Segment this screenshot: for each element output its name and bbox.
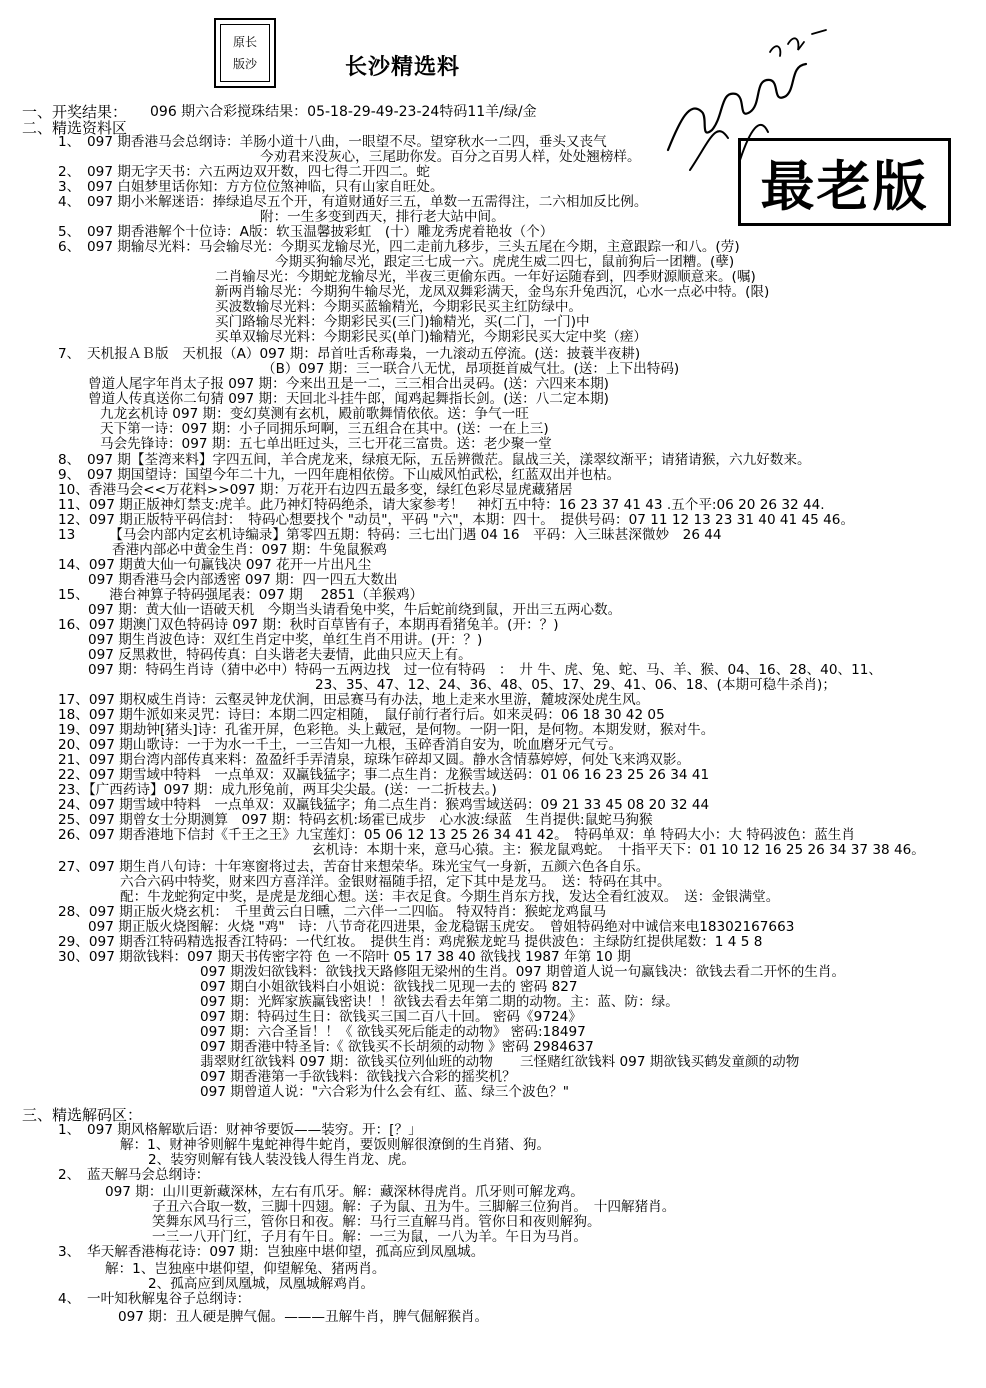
text-line: 097 期：六合圣旨！！《 欲钱买死后能走的动物》 密码:18497	[200, 1024, 586, 1040]
text-line: 097 期香港马会内部透密 097 期：四一四五大数出	[88, 572, 398, 588]
text-line: 六合六码中特奖，财来四方喜洋洋。金银财福随手招，定下其中是龙马。 送：特码在其中。	[120, 874, 671, 890]
text-line: 26、097 期香港地下信封《千王之王》九宝莲灯：05 06 12 13 25 26 34 41 42。 特码单双：单 特码大小：大 特码波色：蓝生肖	[58, 827, 855, 843]
text-line: 解：1、岂独座中堪仰望，仰望解兔、猪两肖。	[105, 1261, 386, 1277]
text-line: 30、097 期欲钱料：097 期天书传密字符 色 一不陪叶 05 17 38 40 欲钱找 1987 年第 10 期	[58, 949, 631, 965]
text-line: 7、 天机报ＡＢ版 天机报（A）097 期：昂首吐舌称毒枭，一九滚动五停流。(送：披蓑半夜耕)	[58, 346, 641, 362]
text-line: 097 期香港中特圣旨:《 欲钱买不长胡须的动物 》密码 2984637	[200, 1039, 594, 1055]
text-line: 新两肖输尽光：今期狗牛输尽光，龙凤双舞彩满天，金鸟东升兔西沉，心水一点必中特。(限)	[215, 284, 770, 300]
text-line: 10、香港马会<<万花料>>097 期：万花开右边四五最多变，绿红色彩尽显虎藏猪居	[58, 482, 573, 498]
text-line: 翡翠财红欲钱料 097 期：欲钱买位列仙班的动物 三怪赌红欲钱料 097 期欲钱买鹤发童颜的动物	[200, 1054, 800, 1070]
text-line: 097 期曾道人说："六合彩为什么会有红、蓝、绿三个波色？"	[200, 1084, 570, 1100]
text-line: 玄机诗：本期十来，意马心猿。主：猴龙鼠鸡蛇。 十指平天下：01 10 12 16 25 26 34 37 38 46。	[312, 842, 925, 858]
text-line: 097 期香港第一手欲钱料：欲钱找六合彩的摇奖机？	[200, 1069, 516, 1085]
page-title: 长沙精选料	[345, 55, 461, 80]
text-line: 1、 097 期香港马会总纲诗：羊肠小道十八曲，一眼望不尽。望穿秋水一二四，垂头又丧气	[58, 134, 607, 150]
text-line: 9、 097 期国望诗：国望今年二十九，一四年鹿相依傍。下山威风怕武松，红蓝双出并也枯。	[58, 467, 621, 483]
text-line: 马会先锋诗：097 期：五七单出旺过头，三七开花三富贵。送：老少聚一堂	[100, 436, 552, 452]
text-line: 2、 蓝天解马会总纲诗：	[58, 1167, 210, 1183]
text-line: 097 期：光辉家族赢钱密诀！！欲钱去看去年第二期的动物。主：蓝、防：绿。	[200, 994, 679, 1010]
text-line: 11、097 期正版神灯禁支:虎羊。此乃神灯特码绝杀，请大家参考！ 神灯五中特：16 23 37 41 43 .五个平:06 20 26 32 44.	[58, 497, 825, 513]
stamp-line1: 原长	[232, 35, 257, 49]
text-line: 19、097 期劫钟[猪头]诗：孔雀开屏，色彩艳。头上戴冠，是何物。一阴一阳，是何物。本期发财，猴对牛。	[58, 722, 715, 738]
text-line: 2、装穷则解有钱人装没钱人得生肖龙、虎。	[148, 1152, 415, 1168]
text-line: 4、 097 期小米解迷语：捧绿追尽五个开，有道财通好三五，单数一五需得注，二六相加反比例。	[58, 194, 648, 210]
text-line: 5、 097 期香港解个十位诗：A版：软玉温馨披彩虹 (十）雕龙秀虎着艳妆（个）	[58, 224, 554, 240]
text-line: 24、097 期雪域中特料 一点单双：双赢钱猛字；角二点生肖：猴鸡雪域送码：09 21 33 45 08 20 32 44	[58, 797, 710, 813]
text-line: （B）097 期：三一联合八无忧，昂项挺首威气壮。(送：上下出特码)	[262, 361, 680, 377]
text-line: 14、097 期黄大仙一句赢钱决 097 花开一片出凡尘	[58, 557, 372, 573]
text-line: 曾道人传真送你二句猜 097 期：天回北斗挂牛郎，闻鸡起舞指长剑。(送：八二定本期)	[88, 391, 609, 407]
text-line: 17、097 期权威生肖诗：云壑灵钟龙伏涧，田忌赛马有办法，地上走来水里游，麓坡深处虎生风。	[58, 692, 650, 708]
text-line: 配：牛龙蛇狗定中奖，是虎是龙细心想。送：丰衣足食。今期生肖东方找，发达全看红波双。 送：金银满堂。	[120, 889, 780, 905]
text-line: 子丑六合取一数，三脚十四翅。解：子为鼠、丑为牛。三脚解三位狗肖。 十四解猪肖。	[152, 1199, 676, 1215]
text-line: 3、 华天解香港梅花诗：097 期：岂独座中堪仰望，孤高应到凤凰城。	[58, 1244, 485, 1260]
section-heading-decode: 三、精选解码区：	[22, 1106, 143, 1124]
text-line: 4、 一叶知秋解鬼谷子总纲诗：	[58, 1291, 251, 1307]
text-line: 8、 097 期【荃湾来料】字四五间，羊合虎龙来，绿痕无际，五岳辨微茫。鼠战三关，漾翠纹渐平；请猪请猴，六九好数来。	[58, 452, 811, 468]
text-line: 23、35、47、12、24、36、48、05、17、29、41、06、18、(本期可稳牛杀肖)；	[315, 677, 836, 693]
text-line: 27、097 期生肖八句诗：十年寒窗将过去，苦奋甘来想荣华。珠光宝气一身新，五颜六色各自乐。	[58, 859, 650, 875]
text-line: 天下第一诗：097 期：小子同拥乐珂啊，三五组合在其中。(送：一在上三)	[100, 421, 549, 437]
text-line: 2、 097 期无字天书：六五两边双开数，四七得二开四二。蛇	[58, 164, 430, 180]
text-line: 九龙玄机诗 097 期：变幻莫测有玄机，殿前歌舞情依依。送：争气一旺	[100, 406, 529, 422]
stamp-line2: 版沙	[232, 57, 257, 71]
text-line: 097 期正版火烧图解：火烧 "鸡" 诗：八节奇花四进果，金龙稳锯玉虎安。 曾姐特码绝对中诚信来电18302167663	[88, 919, 795, 935]
text-line: 16、097 期澳门双色特码诗 097 期：秋时百草皆有子，本期再看猪兔羊。(开：？)	[58, 617, 559, 633]
text-line: 买门路输尽光料：今期彩民买(三门)输精光，买(二门，一门)中	[215, 314, 590, 330]
text-line: 笑舞东风马行三，管你日和夜。解：马行三直解马肖。管你日和夜则解狗。	[152, 1214, 601, 1230]
text-line: 22、097 期雪域中特料 一点单双：双赢钱猛字；事二点生肖：龙猴雪域送码：01 06 16 23 25 26 34 41	[58, 767, 710, 783]
text-line: 香港内部必中黄金生肖：097 期：牛兔鼠猴鸡	[112, 542, 387, 558]
text-line: 097 反黑救世，特码传真：白头谐老夫妻情，此曲只应天上有。	[88, 647, 472, 663]
result-line: 096 期六合彩搅珠结果：05-18-29-49-23-24特码11羊/绿/金	[150, 104, 537, 120]
text-line: 097 期：特码过生日：欲钱买三国二百八十回。 密码《9724》	[200, 1009, 582, 1025]
text-line: 18、097 期牛派如来灵咒：诗曰：本期二四定相随， 鼠仔前行者行后。如来灵码：06 18 30 42 05	[58, 707, 665, 723]
text-line: 097 期生肖波色诗：双红生肖定中奖，单红生肖不用讲。(开：？)	[88, 632, 483, 648]
text-line: 今期买狗输尽光，跟定三七成一六。虎虎生威二四七，鼠前狗后一团糟。(孽)	[275, 254, 735, 270]
text-line: 21、097 期台湾内部传真来料：盈盈纤手弄清泉，琼珠乍碎却又圆。静水含情慕婷婷，何处飞来鸿双影。	[58, 752, 691, 768]
text-line: 097 期白小姐欲钱料白小姐说：欲钱找二见现一去的 密码 827	[200, 979, 578, 995]
text-line: 15、 港台神算子特码强尾表：097 期 2851（羊猴鸡）	[58, 587, 424, 603]
text-line: 097 期泼妇欲钱料：欲钱找天路修阻无梁州的生肖。097 期曾道人说一句赢钱决：欲钱去看二开怀的生肖。	[200, 964, 846, 980]
text-line: 附：一生多变到西天，排行老大站中间。	[260, 209, 505, 225]
text-line: 28、097 期正版火烧玄机： 千里黄云白日曛，二六伴一二四临。 特双特肖：猴蛇龙鸡鼠马	[58, 904, 607, 920]
text-line: 曾道人尾字年肖太子报 097 期：今来出丑是一二，三三相合出灵码。(送：六四来本期)	[88, 376, 609, 392]
badge-oldest-edition: 最老版	[738, 138, 951, 226]
text-line: 一三一八开门红，子月有午日。解：一三为鼠，一八为羊。午日为马肖。	[152, 1229, 587, 1245]
seal-stamp	[214, 18, 276, 88]
text-line: 3、 097 白姐梦里话你知：方方位位煞神临，只有山家自旺处。	[58, 179, 444, 195]
text-line: 097 期：黄大仙一语破天机 今期当头请看兔中奖，牛后蛇前绕到鼠，开出三五两心数。	[88, 602, 622, 618]
text-line: 20、097 期山歌诗：一于为水一千土，一三告知一九根，玉碎香消自安为，吮血磨牙元气亏。	[58, 737, 623, 753]
section-heading-results: 一、开奖结果：	[22, 103, 128, 121]
text-line: 今劝君来没灰心，三尾助你发。百分之百男人样，处处翘榜样。	[260, 149, 641, 165]
text-line: 6、 097 期输尽光料：马会输尽光：今期买龙输尽光，四二走前九移步，三头五尾在今期，主意跟踪一和八。(劳)	[58, 239, 740, 255]
text-line: 25、097 期曾女士分期测算 097 期：特码玄机:场霍已成步 心水波:绿蓝 生肖提供:鼠蛇马狗猴	[58, 812, 653, 828]
text-line: 二肖输尽光：今期蛇龙输尽光，半夜三更偷东西。一年好运随春到，四季财源顺意来。(嘱)	[215, 269, 756, 285]
seal-stamp-inner	[220, 24, 270, 82]
text-line: 2、孤高应到凤凰城，凤凰城解鸡肖。	[148, 1276, 375, 1292]
section-heading-selected: 二、精选资料区	[22, 119, 128, 137]
text-line: 097 期：特码生肖诗（猜中必中）特码一五两边找 过一位有特码 ： 廾 牛、虎、兔、蛇、马、羊、猴、04、16、28、40、11、	[88, 662, 882, 678]
text-line: 12、097 期正版特平码信封： 特码心想要找个 "动员"，平码 "六"，本期：四十。 提供号码：07 11 12 13 23 31 40 41 45 46。	[58, 512, 855, 528]
text-line: 买波数输尽光料：今期买蓝输精光，今期彩民买主红防绿中。	[215, 299, 583, 315]
text-line: 13 【马会内部内定玄机诗编录】第零四五期：特码：三七出门遇 04 16 平码：入三昧甚深微妙 26 44	[58, 527, 722, 543]
text-line: 买单双输尽光料：今期彩民买(单门)输精光，今期彩民买大定中奖（瘥）	[215, 329, 648, 345]
text-line: 23、【广西药诗】097 期：成九形兔前，两耳尖尖最。(送：一二折枝去。)	[58, 782, 497, 798]
text-line: 097 期：山川更新藏深林，左右有爪牙。解：藏深林得虎肖。爪牙则可解龙鸡。	[105, 1184, 584, 1200]
text-line: 097 期：丑人硬是脾气倔。———丑解牛肖，脾气倔解猴肖。	[118, 1309, 489, 1325]
text-line: 29、097 期香江特码精选报香江特码：一代红妆。 提供生肖：鸡虎猴龙蛇马 提供波色：主绿防红提供尾数：1 4 5 8	[58, 934, 763, 950]
text-line: 1、 097 期风格解歇后语：财神爷要饭——装穷。开：[？」	[58, 1122, 422, 1138]
text-line: 解：1、财神爷则解牛鬼蛇神得牛蛇肖，要饭则解很潦倒的生肖猪、狗。	[120, 1137, 551, 1153]
